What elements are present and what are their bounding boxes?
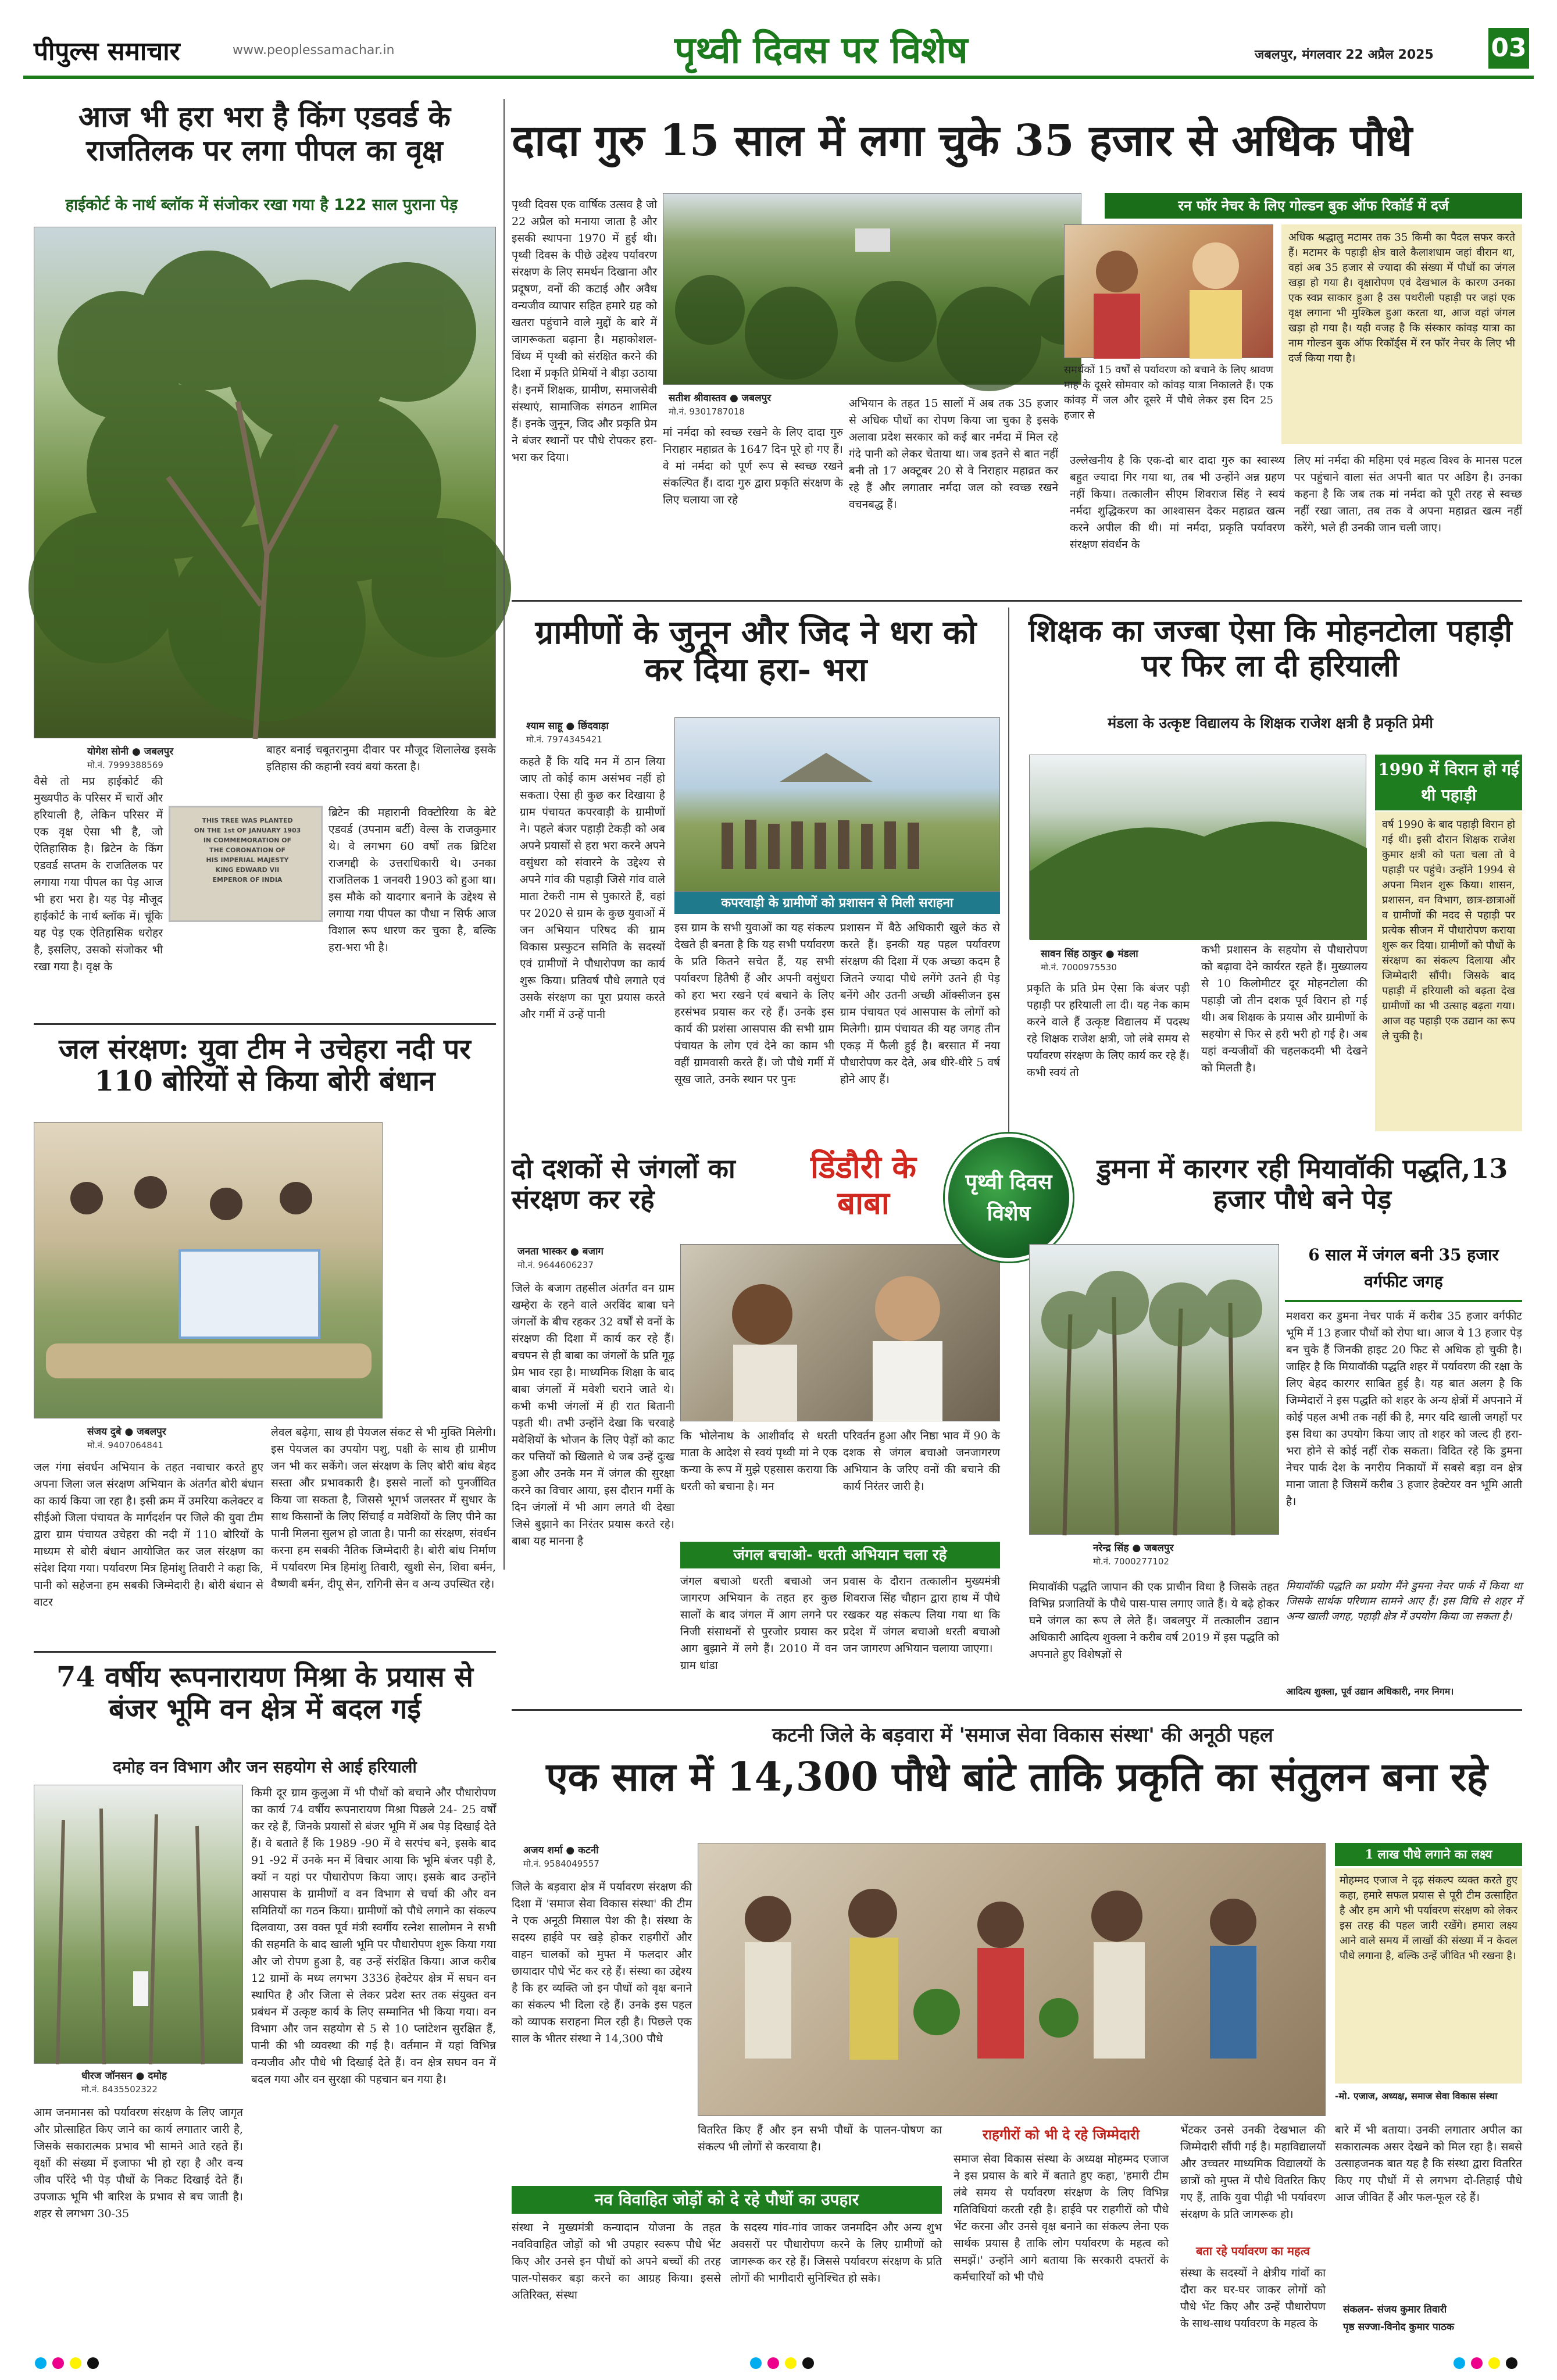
- hut-shape: [780, 753, 873, 782]
- dumna-forest-photo: [1029, 1244, 1279, 1535]
- credits-layout: पृष्ठ सज्जा-विनोद कुमार पाठक: [1343, 2321, 1455, 2333]
- dada-guru-body-1: पृथ्वी दिवस एक वार्षिक उत्सव है जो 22 अप्रैल को मनाया जाता है और इसकी स्थापना 1970 में हुई थी। पृथ्वी दिवस के पीछे उद्देश्य पर्यावरण संरक्षण के लिए समर्थन दिखाना और प्रदूषण, वनों की कटाई और अवैध वन्यजीव व्यापार सहित हमारे ग्रह को खतरा पहुंचाने वाले मुद्दों के बारे में जागरूकता बढ़ाना है। महाकोशल- विंध्य में पृथ्वी को संरक्षित करने की दिशा में प्रकृति प्रेमियों ने बीड़ा उठाया है। इनमें शिक्षक, ग्रामीण, समाजसेवी संस्थाएं, सामाजिक संगठन शामिल हैं। इनके जुनून, जिद और प्रकृति प्रेम ने बंजर स्थानों पर पौधे रोपकर हरा-भरा कर दिया।: [512, 198, 657, 464]
- ucchehra-body-1: जल गंगा संवर्धन अभियान के तहत नवाचार करते हुए अपना जिला जल संरक्षण अभियान के अंतर्गत बोरी बंधान का कार्य किया जा रहा है। इसी क्रम में उमरिया कलेक्टर व सीईओ जिला पंचायत के मार्गदर्शन पर जिले की युवा टीम द्वारा ग्राम पंचायत उचेहरा की नदी में 110 बोरियों के माध्यम से बोरी बंधान आयोजित कर जल संरक्षण का संदेश दिया गया। पर्यावरण मित्र हिमांशु तिवारी ने कहा कि, पानी को सहेजना हम सबकी जिम्मेदारी है। बोरी बंधान से वाटर: [34, 1461, 263, 1609]
- divider: [34, 1651, 496, 1653]
- katni-body-5: समाज सेवा विकास संस्था के अध्यक्ष मोहम्मद एजाज ने इस प्रयास के बारे में बताते हुए कहा, 'हमारी टीम लंबे समय से पर्यावरण संरक्षण के लिए विभिन्न गतिविधियां करती रही है। हाईवे पर राहगीरों को पौधे भेंट करना और उनसे वृक्ष बनाने का संकल्प लेना एक सार्थक प्रयास है ताकि लोग पर्यावरण के महत्व को समझें।' उन्होंने आगे बताया कि सरकारी दफ्तरों के कर्मचारियों को भी पौधे: [954, 2153, 1169, 2283]
- rupnarayan-subhead: दमोह वन विभाग और जन सहयोग से आई हरियाली: [113, 1757, 417, 1777]
- page-number: 03: [1488, 28, 1529, 69]
- mohantola-byline: सावन सिंह ठाकुर ● मंडला: [1041, 948, 1138, 960]
- katni-body-4: के सदस्य गांव-गांव जाकर जनमदिन और अन्य शुभ अवसरों पर पौधारोपण करने के लिए ग्रामीणों को जागरूक कर रहे हैं। जिससे पर्यावरण संरक्षण के प्रति लोगों की भागीदारी सुनिश्चित हो सके।: [730, 2221, 942, 2285]
- mohantola-yellow-box: वर्ष 1990 के बाद पहाड़ी विरान हो गई थी। इसी दौरान शिक्षक राजेश कुमार क्षत्री को पता चला तो वे पहाड़ी पर पहुंचे। उन्होंने 1994 से अपना मिशन शुरू किया। शासन, प्रशासन, वन विभाग, छात्र-छात्राओं व ग्रामीणों की मदद से पहाड़ी पर प्रत्येक सीजन में पौधारोपण कराया शुरू कर दिया। ग्रामीणों को पौधों के संरक्षण का संकल्प दिलाया और जिम्मेदारी सौंपी। जिसके बाद पहाड़ी में हरियाली को बढ़ता देख ग्रामीणों का भी उत्साह बढ़ता गया। आज वह पहाड़ी एक उद्यान का रूप ले चुकी है।: [1375, 812, 1522, 1131]
- peepal-mobile: मो.नं. 7999388569: [87, 760, 163, 770]
- dada-guru-photo-caption: समर्थकों 15 वर्षों से पर्यावरण को बचाने के लिए श्रावण माह के दूसरे सोमवार को कांवड़ यात्रा निकालते हैं। एक कांवड़ में जल और दूसरे में पौधे लेकर इस दिन 25 हजार से: [1064, 364, 1273, 421]
- plaque-line: EMPEROR OF INDIA: [212, 876, 283, 884]
- tree-illustration: [34, 227, 497, 739]
- golden-book-banner: रन फॉर नेचर के लिए गोल्डन बुक ऑफ रिकॉर्ड में दर्ज: [1105, 193, 1522, 219]
- dindori-body-1: जिले के बजाग तहसील अंतर्गत वन ग्राम खम्हेरा के रहने वाले अरविंद बाबा घने जंगलों के बीच रहकर 32 वर्षों से वनों के संरक्षण की दिशा में कार्य कर रहे हैं। बचपन से ही बाबा का जंगलों के प्रति गूढ़ प्रेम भाव रहा है। माध्यमिक शिक्षा के बाद बाबा जंगलों में मवेशी चराने जाते थे। कभी कभी जंगलों में ही रात बितानी पड़ती थी। तभी उन्होंने देखा कि चरवाहे मवेशियों के भोजन के लिए पेड़ों को काट कर पत्तियों को खिलाते थे जब उन्हें दुःख हुआ और उनके मन में जंगल की सुरक्षा करने का विचार आया, इस दौरान गर्मी के दिन जंगलों में भी आग लगते थी देखा जिसे बुझाने का निरंतर प्रयास करते रहे। बाबा यह मानना है: [512, 1282, 674, 1548]
- rupnarayan-body-2: आम जनमानस को पर्यावरण संरक्षण के लिए जागृत और प्रोत्साहित किए जाने का कार्य लगातार जारी है, जिसके सकारात्मक प्रभाव भी सामने आते रहते हैं। वृक्षों की संख्या में इजाफा भी हो रहा है और वन्य जीव परिंदे भी पेड़ पौधों के निकट दिखाई देते हैं। उपजाऊ भूमि भी बारिश के प्रभाव से बच जाती है। शहर से लगभग 30-35: [34, 2106, 243, 2220]
- dada-guru-body-4: उल्लेखनीय है कि एक-दो बार दादा गुरु का स्वास्थ्य बहुत ज्यादा गिर गया था, तब भी उन्होंने अन्न ग्रहण नहीं किया। तत्कालीन सीएम शिवराज सिंह ने स्वयं नर्मदा शुद्धिकरण का आश्वासन देकर महाव्रत खत्म करने अपील की थी। मां नर्मदा, प्रकृति पर्यावरण संरक्षण संवर्धन के: [1070, 454, 1285, 551]
- katni-body-1: जिले के बड़वारा क्षेत्र में पर्यावरण संरक्षण की दिशा में 'समाज सेवा विकास संस्था' की टीम ने एक अनूठी मिसाल पेश की है। संस्था के सदस्य हाईवे पर खड़े होकर राहगीरों और वाहन चालकों को मुफ्त में फलदार और छायादार पौधे भेंट कर रहे हैं। संस्था का उद्देश्य है कि हर व्यक्ति जो इन पौधों को वृक्ष बनाने का संकल्प भी दिला रहे हैं। उनके इस पहल को व्यापक सराहना मिल रही है। पिछले एक साल के भीतर संस्था ने 14,300 पौधे: [512, 1881, 692, 2045]
- plaque-photo: [169, 806, 323, 922]
- divider: [512, 1709, 1522, 1711]
- banner-shape: [180, 1250, 319, 1338]
- katni-byline: अजय शर्मा ● कटनी: [523, 1845, 599, 1856]
- forest-illustration: [34, 1785, 244, 2064]
- dada-guru-body-5: लिए मां नर्मदा की महिमा एवं महत्व विश्व के मानस पटल पर पहुंचाने वाला संत अपनी बात पर अडिग है। उनका कहना है कि जब तक मां नर्मदा को पूरी तरह से स्वच्छ नहीं रखा जाता, तब तक वे अपना महाव्रत खत्म नहीं करेंगे, भले ही उनकी जान चली जाए।: [1294, 454, 1522, 534]
- katni-body-3: संस्था ने मुख्यमंत्री कन्यादान योजना के तहत नवविवाहित जोड़ों को भी उपहार स्वरूप पौधे भेंट किए और उनसे इन पौधों को अपने बच्चों की तरह पाल-पोसकर बड़ा करने का आग्रह किया। इससे अतिरिक्त, संस्था: [512, 2221, 721, 2302]
- dada-guru-portrait-photo: [1064, 224, 1273, 358]
- dada-guru-body-3: अभियान के तहत 15 सालों में अब तक 35 हजार से अधिक पौधों का रोपण किया जा चुका है इसके अलावा प्रदेश सरकार को कई बार नर्मदा में मिल रहे गंदे पानी को लेकर चेताया था। जब इतने से बात नहीं बनी तो 17 अक्टूबर 20 से वे निराहार महाव्रत कर रहे हैं और लगातार नर्मदा जल को स्वच्छ रखने वचनबद्ध हैं।: [849, 397, 1058, 511]
- people-illustration: [1065, 225, 1274, 359]
- peepal-tree-photo: [34, 227, 496, 738]
- masthead: [23, 10, 1534, 79]
- dindori-headline-red: डिंडौरी के बाबा: [810, 1148, 917, 1222]
- mohantola-subhead: मंडला के उत्कृष्ट विद्यालय के शिक्षक राजेश क्षत्री है प्रकृति प्रेमी: [1108, 714, 1433, 731]
- gramin-byline: श्याम साहू ● छिंदवाड़ा: [526, 720, 609, 732]
- katni-mobile: मो.नं. 9584049557: [523, 1859, 599, 1869]
- earth-day-badge: [945, 1134, 1073, 1262]
- gramin-mobile: मो.नं. 7974345421: [526, 734, 602, 745]
- katni-side-quote: मोहम्मद एजाज ने दृढ़ संकल्प व्यक्त करते हुए कहा, हमारे सफल प्रयास से पूरी टीम उत्साहित है और हम आगे भी पर्यावरण संरक्षण को लेकर इस तरह की पहल जारी रखेंगे। हमारा लक्ष्य आने वाले समय में लाखों की संख्या में न केवल पौधे लगाना है, बल्कि उन्हें जीवित भी रखना है।: [1335, 1868, 1522, 2084]
- plaque-line: IN COMMEMORATION OF: [203, 837, 292, 844]
- gramin-body-2: इस ग्राम के सभी युवाओं का यह संकल्प देखते ही बनता है कि यह सभी पर्यावरण के प्रति कितने सचेत हैं, यह सभी पर्यावरण हितैषी हैं और अपनी वसुंधरा को हरा भरा रखने एवं बचाने के लिए हरसंभव प्रयास कर रहे हैं। उनके इस कार्य की प्रशंसा आसपास की सभी ग्राम पंचायत के लोग एवं देने का काम भी वहीं ग्रामवासी करते हैं। जो पौधे गर्मी में सूख जाते, उनके स्थान पर पुनः: [674, 921, 834, 1086]
- dindori-baba-photo: [680, 1244, 1000, 1421]
- dada-guru-forest-photo: [663, 193, 1081, 385]
- katni-distribution-photo: [698, 1843, 1326, 2116]
- katni-kicker: कटनी जिले के बड़वारा में 'समाज सेवा विकास संस्था' की अनूठी पहल: [772, 1724, 1273, 1747]
- registration-marks: [23, 2354, 1534, 2372]
- peepal-body-3: ब्रिटेन की महारानी विक्टोरिया के बेटे एडवर्ड (उपनाम बर्टी) वेल्स के राजकुमार थे। वे लगभग 60 वर्षों तक ब्रिटिश राजगद्दी के उत्तराधिकारी थे। उनका राजतिलक 1 जनवरी 1903 को हुआ था। इस मौके को यादगार बनाने के उद्देश्य से लगाया गया पीपल का पौधा न सिर्फ आज विशाल रूप धारण कर चुका है, बल्कि हरा-भरा भी है।: [328, 806, 496, 954]
- gramin-headline: ग्रामीणों के जुनून और जिद ने धरा को कर दिया हरा- भरा: [535, 613, 977, 689]
- trees-illustration: [1030, 1245, 1280, 1535]
- katni-side-body: बारे में भी बताया। उनकी लगातार अपील का सकारात्मक असर देखने को मिल रहा है। सबसे उत्साहजनक बात यह है कि संस्था द्वारा वितरित किए गए पौधों में से लगभग दो-तिहाई पौधे आज जीवित हैं और फल-फूल रहे हैं।: [1335, 2124, 1522, 2204]
- earth-day-badge-text: पृथ्वी दिवस विशेष: [965, 1170, 1052, 1225]
- katni-side-author: -मो. एजाज, अध्यक्ष, समाज सेवा विकास संस्था: [1335, 2090, 1498, 2102]
- dindori-byline: जनता भास्कर ● बजाग: [517, 1246, 604, 1257]
- rupnarayan-body-1: किमी दूर ग्राम कुलुआ में भी पौधों को बचाने और पौधारोपण का कार्य 74 वर्षीय रूपनारायण मिश्रा पिछले 24- 25 वर्षों कर रहे हैं, जिनके प्रयासों से बंजर भूमि में अब पेड़ दिखाई देते हैं। वे बताते हैं कि 1989 -90 में वे सरपंच बने, इसके बाद 91 -92 में उनके मन में विचार आया कि भूमि बंजर पड़ी है, क्यों न यहां पर पौधारोपण किया जाए। इसके बाद उन्होंने आसपास के ग्रामीणों व वन विभाग से चर्चा की और वन समितियों का गठन किया। ग्रामीणों को पौधे लगाने का संकल्प दिलवाया, उस वक्त पूर्व मंत्री स्वर्गीय रत्नेश सालोमन ने सभी की सहमति के बाद खाली भूमि पर पौधारोपण शुरू किया गया और जो रोपण हुआ है, वह उन्हें संरक्षित किया। आज करीब 12 ग्रामों के मध्य लगभग 3336 हेक्टेयर क्षेत्र में सघन वन स्थापित है और जिला से लेकर प्रदेश स्तर तक संयुक्त वन प्रबंधन में उत्कृष्ट कार्य के लिए सम्मानित भी किया गया। वन विभाग और जन सहयोग से 5 से 10 प्लांटेशन सुरक्षित हैं, पानी की भी व्यवस्था की गई है। वर्तमान में यहां विभिन्न वन्यजीव और पौधे भी दिखाई देते हैं। वन क्षेत्र सघन वन में बदल गया और वन सुरक्षा की पहचान बन गया है।: [251, 1786, 496, 2086]
- peepal-headline: आज भी हरा भरा है किंग एडवर्ड के राजतिलक पर लगा पीपल का वृक्ष: [78, 99, 451, 167]
- dumna-body-2: मियावॉकी पद्धति जापान की एक प्राचीन विधा है जिसके तहत विभिन्न प्रजातियों के पौधे पास-पास लगाए जाते हैं। ये बढ़े होकर घने जंगल का रूप ले लेते हैं। जबलपुर में तत्कालीन उद्यान अधिकारी आदित्य शुक्ला ने करीब वर्ष 2019 में इस पद्धति को अपनाते हुए विशेषज्ञों से: [1029, 1581, 1279, 1661]
- gramin-photo-banner: कपरवाड़ी के ग्रामीणों को प्रशासन से मिली सराहना: [674, 892, 1000, 914]
- katni-body-7: संस्था के सदस्यों ने क्षेत्रीय गांवों का दौरा कर घर-घर जाकर लोगों को पौधे भेंट किए और उन्हें पौधारोपण के साथ-साथ पर्यावरण के महत्व के: [1180, 2267, 1326, 2330]
- divider: [512, 600, 1522, 602]
- dindori-mobile: मो.नं. 9644606237: [517, 1260, 594, 1270]
- dindori-banner: जंगल बचाओ- धरती अभियान चला रहे: [680, 1542, 1000, 1568]
- baba-illustration: [681, 1245, 1001, 1422]
- ucchehra-mobile: मो.नं. 9407064841: [87, 1440, 163, 1450]
- plaque-line: KING EDWARD VII: [215, 866, 280, 874]
- gramin-body-3: प्रशासन में बैठे अधिकारी खुले कंठ से करते हैं। इनकी यह पहल पर्यावरण संरक्षण की दिशा में एक अच्छा कदम है जितने ज्यादा पौधे लगेंगे उतने ही पेड़ बनेंगे और उतनी अच्छी ऑक्सीजन इस ग्राम पंचायत एवं आसपास के लोगों को मिलेगी। ग्राम पंचायत की यह जगह तीन एकड़ में फैली हुई है। बरसात में नया पौधारोपण कर देते, अब धीरे-धीरे 5 वर्ष होने आए हैं।: [840, 921, 1000, 1086]
- dumna-byline: नरेन्द्र सिंह ● जबलपुर: [1093, 1542, 1174, 1554]
- ucchehra-body-2: लेवल बढ़ेगा, साथ ही पेयजल संकट से भी मुक्ति मिलेगी। इस पेयजल का उपयोग पशु, पक्षी के साथ ही ग्रामीण जन भी कर सकेंगे। जल संरक्षण के लिए बोरी बांध बेहद सस्ता और प्रभावकारी है। इससे नालों को पुनर्जीवित किया जा सकता है, जिससे भूगर्भ जलस्तर में सुधार के साथ किसानों के लिए सिंचाई व मवेशियों के लिए पीने का पानी मिलना सुलभ हो जाता है। पानी का संरक्षण, संवर्धन करना हम सबकी नैतिक जिम्मेदारी है। बोरी बांध निर्माण में पर्यावरण मित्र हिमांशु तिवारी, खुशी सेन, शिवा बर्मन, वैष्णवी बर्मन, दीपू सेन, रागिनी सेन व अन्य उपस्थित रहे।: [271, 1426, 496, 1591]
- katni-banner-3: बता रहे पर्यावरण का महत्व: [1180, 2239, 1326, 2263]
- rupnarayan-headline: 74 वर्षीय रूपनारायण मिश्रा के प्रयास से बंजर भूमि वन क्षेत्र में बदल गई: [56, 1661, 473, 1726]
- dindori-body-3: परिवर्तन हुआ और निष्ठा भाव में 90 के दशक से जंगल बचाओ जनजागरण अभियान के जरिए वनों की बचाने की कार्य निरंतर जारी है।: [843, 1430, 1000, 1493]
- dada-guru-mobile: मो.नं. 9301787018: [669, 406, 745, 417]
- section-title: पृथ्वी दिवस पर विशेष: [674, 28, 968, 72]
- plaque-line: HIS IMPERIAL MAJESTY: [206, 856, 289, 864]
- gramin-body-1: कहते हैं कि यदि मन में ठान लिया जाए तो कोई काम असंभव नहीं हो सकता। ऐसा ही कुछ कर दिखाया है ग्राम पंचायत कपरवाड़ी के ग्रामीणों ने। पहले बंजर पहाड़ी टेकड़ी को अब अपने प्रयासों से हरा भरा करने अपने वसुंधरा को संवारने के उद्देश्य से अपने गांव की पहाड़ी जिसे गांव वाले माता टेकरी नाम से पुकारते हैं, वहां पर 2020 से ग्राम के कुछ युवाओं में जन अभियान परिषद की ग्राम विकास प्रस्फुटन समिति के सदस्यों एवं ग्रामीणों ने पौधारोपण का कार्य शुरू किया। प्रतिवर्ष पौधे लगाते एवं उसके संरक्षण का पूरा प्रयास करते और गर्मी में उन्हें पानी: [520, 755, 665, 1021]
- katni-body-2: वितरित किए हैं और इन सभी पौधों के पालन-पोषण का संकल्प भी लोगों से करवाया है।: [698, 2124, 942, 2153]
- mohantola-hill-photo: [1029, 755, 1366, 939]
- dateline: जबलपुर, मंगलवार 22 अप्रैल 2025: [1255, 48, 1434, 62]
- temple-shape: [855, 228, 890, 252]
- divider: [1008, 607, 1009, 1142]
- plaque-line: THIS TREE WAS PLANTED: [202, 817, 293, 824]
- dindori-body-2: कि भोलेनाथ के आशीर्वाद से धरती माता के आदेश से स्वयं पृथ्वी मां ने एक कन्या के रूप में मुझे एहसास कराया कि धरती को बचाना है। मन: [680, 1430, 837, 1493]
- mohantola-body-2: कभी प्रशासन के सहयोग से पौधारोपण को बढ़ावा देने कार्यरत रहते हैं। मुख्यालय से 10 किलोमीटर दूर मोहनटोला की पहाड़ी जो तीन दशक पूर्व विरान हो गई थी। अब शिक्षक के प्रयास और ग्रामीणों के सहयोग से फिर से हरी भरी हो गई है। अब यहां वन्यजीवों की चहलकदमी भी देखने को मिलती है।: [1201, 944, 1367, 1074]
- peepal-body-1: बाहर बनाई चबूतरानुमा दीवार पर मौजूद शिलालेख इसके इतिहास की कहानी स्वयं बयां करता है।: [266, 744, 496, 773]
- plaque-line: THE CORONATION OF: [209, 846, 285, 854]
- hill-illustration: [1030, 755, 1367, 940]
- dada-guru-yellow-box: अधिक श्रद्धालु मटामर तक 35 किमी का पैदल सफर करते हैं। मटामर के पहाड़ी क्षेत्र वाले कैलाशधाम जहां वीरान था, वहां अब 35 हजार से ज्यादा की संख्या में पौधों का जंगल खड़ा हो गया है। वृक्षारोपण एवं देखभाल के कारण उनका एक स्वप्न साकार हुआ है उस पथरीली पहाड़ी पर जहां एक वृक्ष लगाना भी मुश्किल हुआ करता था, आज वहां जंगल खड़ा हो गया है। यही वजह है कि संस्कार कांवड़ यात्रा का नाम गोल्डन बुक ऑफ रिकॉर्ड्स में रन फॉर नेचर के लिए भी दर्ज किया गया है।: [1281, 224, 1522, 444]
- person-shape: [133, 1971, 148, 2006]
- plaque-line: ON THE 1st OF JANUARY 1903: [194, 827, 301, 834]
- website-url: www.peoplessamachar.in: [233, 43, 395, 58]
- divider: [34, 1023, 496, 1025]
- mohantola-body-1: प्रकृति के प्रति प्रेम ऐसा कि बंजर पड़ी पहाड़ी पर हरियाली ला दी। यह नेक काम करने वाले हैं उत्कृष्ट विद्यालय में पदस्थ रहे शिक्षक राजेश क्षत्री, जो लंबे समय से पर्यावरण संरक्षण के लिए कार्य कर रहे हैं। कभी स्वयं तो: [1027, 982, 1190, 1079]
- rupnarayan-byline: धीरज जॉनसन ● दमोह: [81, 2070, 167, 2082]
- credits-compiler: संकलन- संजय कुमार तिवारी: [1343, 2304, 1447, 2315]
- rupnarayan-mobile: मो.नं. 8435502322: [81, 2084, 158, 2095]
- peepal-byline: योगेश सोनी ● जबलपुर: [87, 746, 174, 757]
- color-dots-icon: [23, 2354, 1534, 2372]
- rupnarayan-forest-photo: [34, 1785, 243, 2064]
- ucchehra-headline: जल संरक्षण: युवा टीम ने उचेहरा नदी पर 110 बोरियों से किया बोरी बंधान: [59, 1033, 471, 1098]
- dada-guru-byline: सतीश श्रीवास्तव ● जबलपुर: [669, 392, 772, 404]
- katni-body-6: भेंटकर उनसे उनकी देखभाल की जिम्मेदारी सौंपी गई है। महाविद्यालयों और उच्चतर माध्यमिक विद्यालयों के छात्रों को मुफ्त में पौधे वितरित किए गए हैं, ताकि युवा पीढ़ी भी पर्यावरण संरक्षण के प्रति जागरूक हो।: [1180, 2124, 1326, 2221]
- plaque-text: [181, 816, 314, 885]
- dindori-body-5: प्रवास के दौरान तत्कालीन मुख्यमंत्री शिवराज सिंह चौहान द्वारा हाथ में पौधे रखकर यह संकल्प लिया गया था कि प्रदेश में जंगल बचाओ धरती बचाओ जन जागरण अभियान चलाया जाएगा।: [843, 1575, 1000, 1655]
- dumna-quote-author: आदित्य शुक्ला, पूर्व उद्यान अधिकारी, नगर निगम।: [1286, 1686, 1454, 1697]
- forest-illustration: [663, 194, 1082, 385]
- ucchehra-byline: संजय दुबे ● जबलपुर: [87, 1426, 166, 1438]
- peepal-body-3b: [169, 925, 496, 1017]
- peepal-body-2: वैसे तो मप्र हाईकोर्ट की मुख्यपीठ के परिसर में चारों और हरियाली है, लेकिन परिसर में एक वृक्ष ऐसा भी है, जो ऐतिहासिक है। ब्रिटेन के किंग एडवर्ड सप्तम के राजतिलक पर लगाया गया पीपल का पेड़ आज भी हरा भरा है। यह पेड़ मौजूद हाईकोर्ट के नार्थ ब्लॉक में। चूंकि यह पेड़ एक ऐतिहासिक धरोहर है, इसलिए, उसको संजोकर भी रखा गया है। वृक्ष के: [34, 775, 163, 973]
- dumna-mobile: मो.नं. 7000277102: [1093, 1556, 1169, 1567]
- divider: [503, 99, 505, 1570]
- dada-guru-body-2: मां नर्मदा को स्वच्छ रखने के लिए दादा गुरु निराहार महाव्रत के 1647 दिन पूरे हो गए हैं। वे मां नर्मदा को पूर्ण रूप से स्वच्छ रखने संकल्पित हैं। दादा गुरु द्वारा प्रकृति संरक्षण के लिए चलाया जा रहे: [663, 426, 843, 506]
- group-illustration: [675, 718, 1001, 892]
- ucchehra-team-photo: [34, 1122, 383, 1418]
- distribution-illustration: [698, 1843, 1326, 2117]
- dumna-quote: मियावॉकी पद्धति का प्रयोग मैंने डुमना नेचर पार्क में किया था जिसके सार्थक परिणाम सामने आए हैं। इस विधि से शहर में अन्य खाली जगह, पहाड़ी क्षेत्र में उपयोग किया जा सकता है।: [1286, 1580, 1522, 1623]
- peepal-subhead: हाईकोर्ट के नार्थ ब्लॉक में संजोकर रखा गया है 122 साल पुराना पेड़: [65, 196, 458, 214]
- gramin-group-photo: [674, 717, 1000, 892]
- dindori-headline: दो दशकों से जंगलों का संरक्षण कर रहे: [512, 1153, 735, 1215]
- katni-banner-1: नव विवाहित जोड़ों को दे रहे पौधों का उपहार: [512, 2186, 942, 2214]
- dumna-headline: डुमना में कारगर रही मियावॉकी पद्धति,13 हजार पौधे बने पेड़: [1097, 1153, 1508, 1215]
- dumna-body-1: मशवरा कर डुमना नेचर पार्क में करीब 35 हजार वर्गफीट भूमि में 13 हजार पौधों को रोपा था। आज ये 13 हजार पेड़ बन चुके हैं जिनकी हाइट 20 फिट से अधिक हो चुकी है। जाहिर है कि मियावॉकी पद्धति शहर में पर्यावरण की रक्षा के लिए बेहद कारगर साबित हुई है। यह बात अलग है कि जिम्मेदारों ने इस पद्धति को शहर के अन्य क्षेत्रों में अपनाने में कोई पहल अभी तक नहीं की है, मगर यदि खाली जगहों पर इस विधा का उपयोग किया जाए तो शहर को जल्द ही हरा-भरा होने से कोई नहीं रोक सकता। विदित रहे कि डुमना नेचर पार्क देश के नगरीय निकायों में सबसे बड़ा वन क्षेत्र माना जाता है जिसमें करीब 3 हजार हेक्टेयर वन भूमि आती है।: [1286, 1310, 1522, 1508]
- katni-headline: एक साल में 14,300 पौधे बांटे ताकि प्रकृति का संतुलन बना रहे: [546, 1754, 1488, 1800]
- paper-logo: पीपुल्स समाचार: [34, 37, 180, 66]
- dada-guru-headline: दादा गुरु 15 साल में लगा चुके 35 हजार से अधिक पौधे: [512, 116, 1413, 166]
- team-illustration: [34, 1123, 383, 1419]
- dindori-body-4: जंगल बचाओ धरती बचाओ जन जागरण अभियान के तहत हर कुछ सालों के बाद जंगल में आग लगने पर निजी संसाधनों से पुरजोर प्रयास कर आग बुझाने में लगे हैं। 2010 में वन ग्राम धांडा: [680, 1575, 837, 1672]
- dumna-box-title: 6 साल में जंगल बनी 35 हजार वर्गफीट जगह: [1285, 1242, 1522, 1302]
- mohantola-headline: शिक्षक का जज्बा ऐसा कि मोहनटोला पहाड़ी पर फिर ला दी हरियाली: [1029, 613, 1512, 684]
- mohantola-box-title: 1990 में विरान हो गई थी पहाड़ी: [1375, 755, 1522, 810]
- mohantola-mobile: मो.नं. 7000975530: [1041, 962, 1117, 973]
- katni-banner-2: राहगीरों को भी दे रहे जिम्मेदारी: [954, 2122, 1169, 2147]
- katni-side-title: 1 लाख पौधे लगाने का लक्ष्य: [1335, 1843, 1522, 1866]
